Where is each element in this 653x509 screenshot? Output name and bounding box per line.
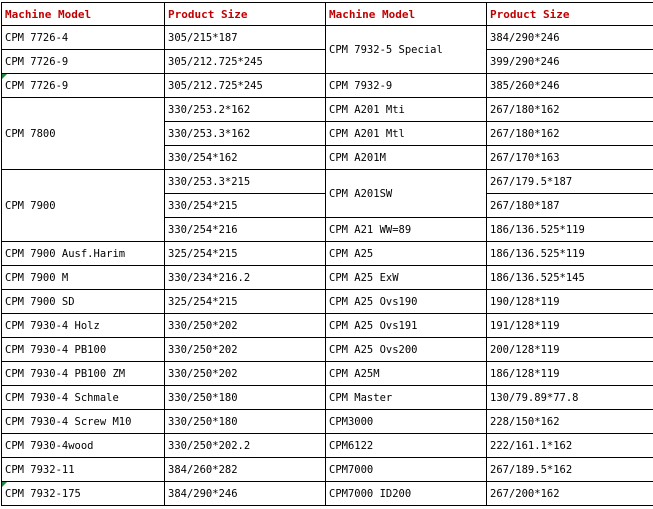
- machine-model-cell: CPM 7900 Ausf.Harim: [2, 242, 165, 266]
- machine-model-cell: CPM A201M: [326, 146, 487, 170]
- product-size-cell: 330/250*202: [165, 362, 326, 386]
- product-size-table: [1, 2, 653, 506]
- product-size-cell: 330/253.3*162: [165, 122, 326, 146]
- product-size-cell: 267/200*162: [487, 482, 653, 506]
- machine-model-cell: CPM A25 Ovs190: [326, 290, 487, 314]
- product-size-cell: 130/79.89*77.8: [487, 386, 653, 410]
- table-row: [2, 410, 653, 434]
- product-size-cell: 190/128*119: [487, 290, 653, 314]
- table-row: [2, 482, 653, 506]
- product-size-cell: 330/234*216.2: [165, 266, 326, 290]
- machine-model-cell: CPM A25: [326, 242, 487, 266]
- product-size-cell: 330/250*180: [165, 410, 326, 434]
- machine-model-cell: CPM 7932-5 Special: [326, 26, 487, 74]
- product-size-cell: 228/150*162: [487, 410, 653, 434]
- product-size-cell: 385/260*246: [487, 74, 653, 98]
- product-size-cell: 186/136.525*145: [487, 266, 653, 290]
- product-size-cell: 330/250*202: [165, 338, 326, 362]
- machine-model-cell: CPM 7932-9: [326, 74, 487, 98]
- product-size-cell: 330/250*202.2: [165, 434, 326, 458]
- machine-model-cell: CPM A25 Ovs191: [326, 314, 487, 338]
- header-product-size-left: Product Size: [165, 3, 326, 26]
- header-row: [2, 3, 653, 26]
- machine-model-cell: CPM Master: [326, 386, 487, 410]
- machine-model-cell: CPM 7800: [2, 98, 165, 170]
- table-row: [2, 434, 653, 458]
- table-row: [2, 458, 653, 482]
- product-size-cell: 267/170*163: [487, 146, 653, 170]
- machine-model-cell: CPM 7900 M: [2, 266, 165, 290]
- table-row: [2, 266, 653, 290]
- machine-model-cell: CPM 7932-175: [2, 482, 165, 506]
- machine-model-cell: CPM 7726-9: [2, 74, 165, 98]
- product-size-cell: 330/254*216: [165, 218, 326, 242]
- machine-model-cell: CPM 7932-11: [2, 458, 165, 482]
- table-row: [2, 170, 653, 194]
- machine-model-cell: CPM A21 WW=89: [326, 218, 487, 242]
- table-row: [2, 26, 653, 50]
- machine-model-cell: CPM A201 Mtl: [326, 122, 487, 146]
- header-machine-model-left: Machine Model: [2, 3, 165, 26]
- machine-model-cell: CPM 7726-9: [2, 50, 165, 74]
- machine-model-cell: CPM6122: [326, 434, 487, 458]
- product-size-cell: 186/128*119: [487, 362, 653, 386]
- product-size-cell: 330/250*180: [165, 386, 326, 410]
- product-size-cell: 305/212.725*245: [165, 74, 326, 98]
- machine-model-cell: CPM 7726-4: [2, 26, 165, 50]
- product-size-cell: 330/254*162: [165, 146, 326, 170]
- table-row: [2, 74, 653, 98]
- machine-model-cell: CPM A25 Ovs200: [326, 338, 487, 362]
- product-size-cell: 325/254*215: [165, 242, 326, 266]
- machine-model-cell: CPM A201 Mti: [326, 98, 487, 122]
- product-size-cell: 384/290*246: [487, 26, 653, 50]
- table-row: [2, 314, 653, 338]
- machine-model-cell: CPM 7930-4 Screw M10: [2, 410, 165, 434]
- machine-model-cell: CPM 7930-4 Schmale: [2, 386, 165, 410]
- table-row: [2, 386, 653, 410]
- machine-model-cell: CPM 7900 SD: [2, 290, 165, 314]
- header-product-size-right: Product Size: [487, 3, 653, 26]
- machine-model-cell: CPM 7930-4 PB100: [2, 338, 165, 362]
- product-size-cell: 267/189.5*162: [487, 458, 653, 482]
- machine-model-cell: CPM7000: [326, 458, 487, 482]
- product-size-cell: 384/260*282: [165, 458, 326, 482]
- machine-model-cell: CPM A201SW: [326, 170, 487, 218]
- machine-model-cell: CPM 7900: [2, 170, 165, 242]
- product-size-cell: 191/128*119: [487, 314, 653, 338]
- machine-model-cell: CPM A25 ExW: [326, 266, 487, 290]
- machine-model-cell: CPM 7930-4 PB100 ZM: [2, 362, 165, 386]
- product-size-cell: 267/180*162: [487, 98, 653, 122]
- table-row: [2, 290, 653, 314]
- product-size-cell: 305/215*187: [165, 26, 326, 50]
- product-size-cell: 330/254*215: [165, 194, 326, 218]
- table-row: [2, 98, 653, 122]
- product-size-cell: 267/179.5*187: [487, 170, 653, 194]
- product-size-cell: 330/250*202: [165, 314, 326, 338]
- machine-model-cell: CPM3000: [326, 410, 487, 434]
- product-size-cell: 384/290*246: [165, 482, 326, 506]
- product-size-cell: 399/290*246: [487, 50, 653, 74]
- product-size-cell: 330/253.3*215: [165, 170, 326, 194]
- header-machine-model-right: Machine Model: [326, 3, 487, 26]
- product-size-cell: 267/180*187: [487, 194, 653, 218]
- machine-model-cell: CPM A25M: [326, 362, 487, 386]
- product-size-cell: 186/136.525*119: [487, 242, 653, 266]
- product-size-cell: 325/254*215: [165, 290, 326, 314]
- machine-model-cell: CPM 7930-4wood: [2, 434, 165, 458]
- product-size-cell: 186/136.525*119: [487, 218, 653, 242]
- product-size-cell: 222/161.1*162: [487, 434, 653, 458]
- machine-model-cell: CPM7000 ID200: [326, 482, 487, 506]
- table-row: [2, 338, 653, 362]
- product-size-cell: 305/212.725*245: [165, 50, 326, 74]
- table-row: [2, 242, 653, 266]
- product-size-cell: 200/128*119: [487, 338, 653, 362]
- product-size-cell: 330/253.2*162: [165, 98, 326, 122]
- table-row: [2, 362, 653, 386]
- product-size-cell: 267/180*162: [487, 122, 653, 146]
- machine-model-cell: CPM 7930-4 Holz: [2, 314, 165, 338]
